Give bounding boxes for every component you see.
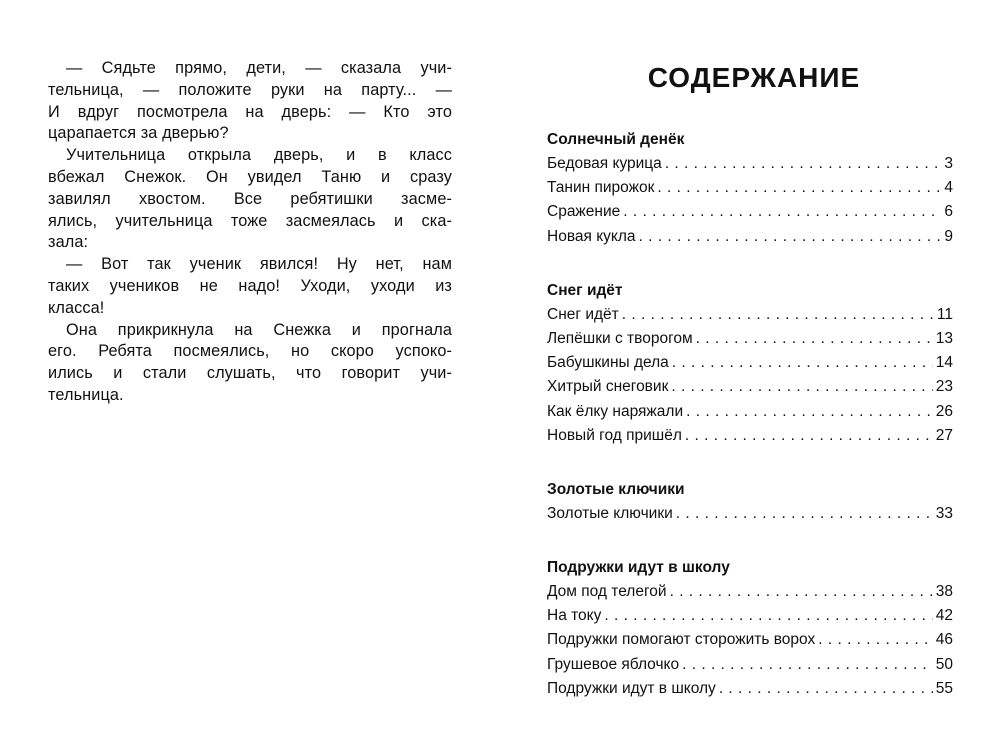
text-line: ялись, учительница тоже засмеялась и ска- [48, 211, 452, 230]
dot-leader [623, 200, 941, 224]
dot-leader [818, 628, 933, 652]
toc-entry-page: 4 [944, 179, 953, 197]
dot-leader [604, 604, 932, 628]
toc-entry-title: Дом под телегой [547, 583, 667, 601]
dot-leader [696, 327, 933, 351]
dot-leader [622, 303, 934, 327]
toc-entry-page: 9 [944, 227, 953, 245]
story-paragraph [48, 320, 452, 407]
dot-leader [682, 653, 933, 677]
story-paragraph [48, 254, 452, 319]
toc-entry[interactable] [547, 327, 953, 351]
toc-section-title: Солнечный денёк [547, 131, 685, 148]
toc-entry[interactable] [547, 604, 953, 628]
dot-leader [672, 351, 933, 375]
toc-section [547, 279, 953, 448]
toc-entry-title: Новый год пришёл [547, 426, 682, 444]
dot-leader [657, 176, 941, 200]
text-line: тельница. [48, 385, 124, 404]
toc-entry-page: 42 [935, 607, 953, 625]
toc-entry-title: Подружки идут в школу [547, 679, 716, 697]
toc-section [547, 128, 953, 249]
toc-entry-page: 13 [935, 329, 953, 347]
dot-leader [639, 225, 942, 249]
text-line: его. Ребята посмеялись, но скоро успоко- [48, 342, 452, 361]
dot-leader [671, 375, 932, 399]
toc-entry[interactable] [547, 502, 953, 526]
dot-leader [686, 400, 933, 424]
toc-entry-title: Снег идёт [547, 305, 619, 323]
toc-section-title: Снег идёт [547, 281, 623, 299]
toc-section [547, 556, 953, 701]
text-line: Учительница открыла дверь, и в класс [66, 146, 452, 165]
story-paragraph [48, 58, 452, 145]
text-line: зала: [48, 233, 89, 252]
toc-entry[interactable] [547, 176, 953, 200]
toc-entry-title: Новая кукла [547, 227, 636, 245]
toc-entry-page: 26 [935, 402, 953, 420]
dot-leader [676, 502, 933, 526]
toc-section-title: Подружки идут в школу [547, 559, 730, 577]
toc-section-title: Золотые ключики [547, 480, 685, 498]
dot-leader [685, 424, 933, 448]
story-paragraph [48, 145, 452, 254]
toc-entry-title: Лепёшки с творогом [547, 329, 693, 347]
toc-entry[interactable] [547, 424, 953, 448]
toc-entry-title: Хитрый снеговик [547, 378, 669, 396]
contents-title: СОДЕРЖАНИЕ [647, 62, 861, 93]
dot-leader [665, 152, 942, 176]
text-line: царапается за дверью? [48, 124, 229, 143]
toc-entry[interactable] [547, 152, 953, 176]
toc-entry-page: 23 [935, 378, 953, 396]
toc-entry-page: 50 [935, 655, 953, 673]
toc-entry[interactable] [547, 400, 953, 424]
toc-entry-title: Грушевое яблочко [547, 655, 680, 673]
contents-page [547, 58, 953, 701]
toc-entry-title: Танин пирожок [547, 179, 655, 197]
toc-entry[interactable] [547, 677, 953, 701]
toc-entry[interactable] [547, 351, 953, 375]
toc-entry-page: 46 [935, 631, 953, 649]
toc-entry[interactable] [547, 628, 953, 652]
text-line: — Вот так ученик явился! Ну нет, нам [66, 255, 452, 274]
text-line: вбежал Снежок. Он увидел Таню и сразу [48, 167, 452, 186]
toc-entry[interactable] [547, 653, 953, 677]
toc-entry-page: 33 [935, 504, 953, 522]
toc-entry-title: Сражение [547, 203, 621, 221]
toc-entry-page: 14 [935, 354, 953, 372]
text-line: И вдруг посмотрела на дверь: — Кто это [48, 102, 452, 121]
toc-entry[interactable] [547, 225, 953, 249]
toc-entry-title: Бедовая курица [547, 155, 662, 172]
toc-entry-page: 55 [935, 679, 953, 697]
toc-entry-title: Подружки помогают сторожить ворох [547, 631, 816, 649]
toc-section [547, 478, 953, 526]
toc-entry[interactable] [547, 200, 953, 224]
text-line: класса! [48, 298, 105, 317]
toc-entry-page: 11 [936, 305, 953, 323]
story-page [48, 58, 452, 407]
toc-entry-page: 27 [935, 426, 953, 444]
toc-entry-page: 3 [944, 155, 953, 172]
text-line: — Сядьте прямо, дети, — сказала учи- [66, 59, 452, 77]
toc-entry-title: Золотые ключики [547, 504, 673, 522]
toc-entry-title: На току [547, 607, 602, 625]
text-line: тельница, — положите руки на парту... — [48, 80, 452, 99]
text-line: таких учеников не надо! Уходи, уходи из [48, 276, 452, 295]
toc-entry-title: Бабушкины дела [547, 354, 669, 372]
dot-leader [719, 677, 933, 701]
toc-entry-page: 6 [944, 203, 953, 221]
dot-leader [670, 580, 933, 604]
toc-entry-title: Как ёлку наряжали [547, 402, 684, 420]
toc-entry[interactable] [547, 375, 953, 399]
text-line: ились и стали слушать, что говорит учи- [48, 364, 452, 383]
text-line: завилял хвостом. Все ребятишки засме- [48, 189, 452, 208]
toc-entry[interactable] [547, 580, 953, 604]
toc-entry-page: 38 [935, 583, 953, 601]
toc-entry[interactable] [547, 303, 953, 327]
text-line: Она прикрикнула на Снежка и прогнала [66, 320, 452, 339]
